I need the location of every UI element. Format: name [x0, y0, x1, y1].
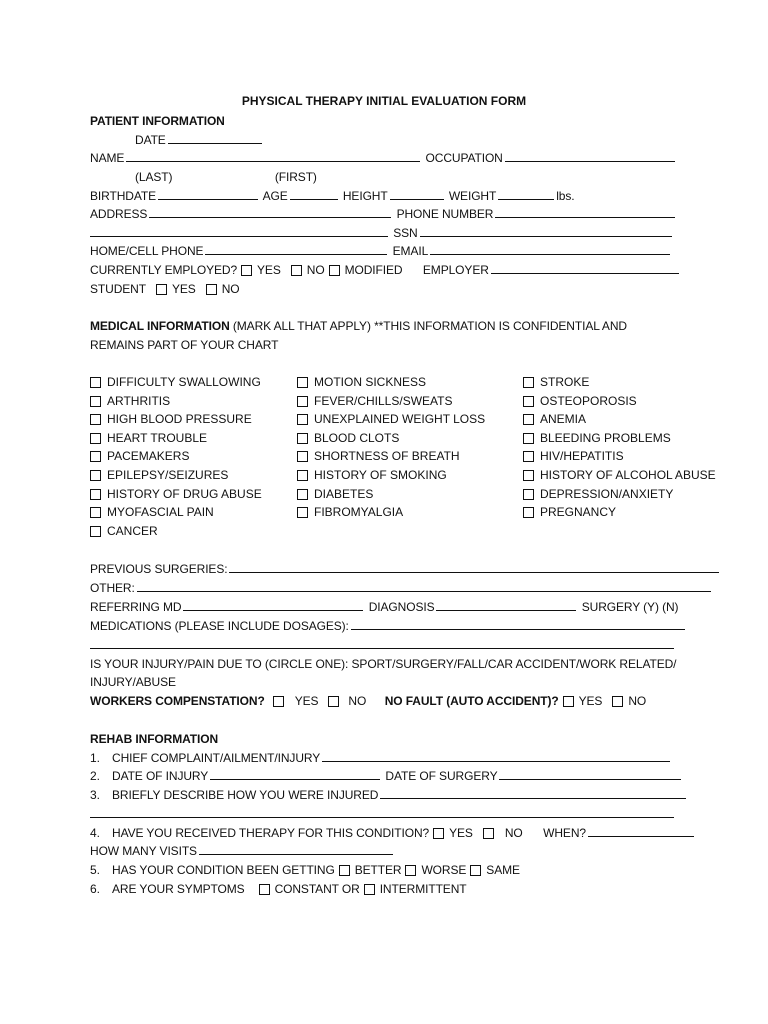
medical-item [90, 504, 214, 520]
workers-comp-label: WORKERS COMPENSTATION? [90, 694, 265, 708]
medical-info-note-1: (MARK ALL THAT APPLY) **THIS INFORMATION IS CONFIDENTIAL AND [232, 319, 627, 333]
rehab-q3-number: 3. [90, 788, 100, 802]
date-label: DATE [135, 133, 166, 147]
name-sublabels [135, 169, 317, 185]
student-no-checkbox[interactable] [206, 284, 217, 295]
age-field[interactable] [290, 188, 338, 200]
rehab-q3-label: BRIEFLY DESCRIBE HOW YOU WERE INJURED [112, 788, 379, 802]
lbs-label: lbs. [556, 189, 575, 203]
date-field[interactable] [168, 132, 262, 144]
no-fault-yes-checkbox[interactable] [563, 696, 574, 707]
rehab-q2 [90, 768, 683, 784]
rehab-q1 [90, 750, 672, 766]
worse-checkbox[interactable] [405, 865, 416, 876]
name-row [90, 150, 677, 166]
first-label: (FIRST) [274, 170, 317, 184]
address-label: ADDRESS [90, 207, 148, 221]
workers-comp-no-checkbox[interactable] [328, 696, 339, 707]
referring-md-label: REFERRING MD [90, 600, 182, 614]
rehab-q2-number: 2. [90, 769, 100, 783]
medical-item-label: OSTEOPOROSIS [540, 393, 637, 408]
medical-item [297, 374, 426, 390]
medical-item-checkbox[interactable] [90, 489, 101, 500]
weight-field[interactable] [498, 188, 554, 200]
student-yes-checkbox[interactable] [156, 284, 167, 295]
email-label: EMAIL [392, 244, 429, 258]
medical-item-label: CANCER [107, 523, 158, 538]
chief-complaint-field[interactable] [322, 750, 670, 762]
medical-item [297, 448, 460, 464]
medical-item [523, 448, 624, 464]
previous-surgeries-field[interactable] [229, 561, 719, 573]
medical-item [90, 411, 252, 427]
medical-item-checkbox[interactable] [90, 507, 101, 518]
medical-item [90, 523, 158, 539]
phone-number-label: PHONE NUMBER [396, 207, 494, 221]
medical-item [523, 411, 586, 427]
medical-item [90, 467, 228, 483]
medical-item-label: MOTION SICKNESS [314, 375, 427, 389]
medical-item-label: BLOOD CLOTS [314, 430, 400, 445]
student-yes-label: YES [171, 282, 196, 296]
rehab-q4-number: 4. [90, 826, 100, 840]
last-label: (LAST) [135, 170, 173, 184]
medical-item-checkbox[interactable] [523, 489, 534, 500]
previous-surgeries-label: PREVIOUS SURGERIES: [90, 562, 228, 576]
injury-description-field[interactable] [380, 787, 686, 799]
medical-item-checkbox[interactable] [90, 451, 101, 462]
medical-item [297, 504, 403, 520]
medical-info-row [90, 318, 627, 334]
medical-item-checkbox[interactable] [90, 377, 101, 388]
medical-item-label: HISTORY OF ALCOHOL ABUSE [540, 468, 716, 482]
therapy-yes-label: YES [449, 826, 473, 840]
no-fault-label: NO FAULT (AUTO ACCIDENT)? [384, 694, 559, 708]
student-row [90, 281, 240, 297]
medical-item-label: BLEEDING PROBLEMS [540, 430, 671, 445]
medical-item-label: HEART TROUBLE [107, 430, 208, 445]
height-field[interactable] [390, 188, 444, 200]
medical-item-label: DEPRESSION/ANXIETY [540, 486, 674, 501]
medical-item-checkbox[interactable] [297, 414, 308, 425]
medical-item-checkbox[interactable] [523, 414, 534, 425]
medical-item-label: MYOFASCIAL PAIN [107, 505, 214, 520]
rehab-heading: REHAB INFORMATION [90, 732, 219, 746]
medical-item-label: PREGNANCY [540, 505, 617, 520]
date-row [135, 132, 264, 148]
address-row [90, 206, 677, 222]
when-label: WHEN? [543, 826, 586, 840]
medical-info-heading: MEDICAL INFORMATION [90, 319, 230, 333]
medical-item-checkbox[interactable] [297, 470, 308, 481]
rehab-q5-number: 5. [90, 863, 100, 877]
form-title: PHYSICAL THERAPY INITIAL EVALUATION FORM [241, 94, 527, 108]
workers-comp-no-label: NO [348, 694, 367, 708]
name-label: NAME [90, 151, 125, 165]
occupation-label: OCCUPATION [425, 151, 503, 165]
medical-item [523, 393, 637, 409]
medical-item-label: DIFFICULTY SWALLOWING [107, 375, 261, 389]
injury-cause-line2: INJURY/ABUSE [90, 675, 176, 689]
rehab-q6 [90, 881, 467, 897]
medications-line2 [90, 637, 676, 653]
rehab-q6-number: 6. [90, 882, 100, 896]
medical-item [90, 448, 189, 464]
medical-item [297, 486, 373, 502]
injury-cause-line1: IS YOUR INJURY/PAIN DUE TO (CIRCLE ONE): SPORT/SURGERY/FALL/CAR ACCIDENT/WORK RELATED/ [90, 657, 677, 671]
medical-item [523, 486, 673, 502]
workers-comp-row [90, 693, 646, 709]
rehab-q4 [90, 825, 696, 841]
medical-item [523, 467, 716, 483]
same-label: SAME [486, 863, 520, 877]
medical-item-checkbox[interactable] [90, 470, 101, 481]
medical-item-label: EPILEPSY/SEIZURES [107, 468, 229, 482]
rehab-q3 [90, 787, 688, 803]
medical-item [523, 504, 616, 520]
home-cell-field[interactable] [205, 243, 387, 255]
medical-item-checkbox[interactable] [297, 396, 308, 407]
medical-item [90, 486, 262, 502]
patient-info-heading: PATIENT INFORMATION [90, 114, 225, 128]
medications-field-2[interactable] [90, 637, 674, 649]
medical-item-checkbox[interactable] [90, 396, 101, 407]
referring-md-field[interactable] [183, 599, 363, 611]
surgery-yn-label: SURGERY (Y) (N) [581, 600, 679, 614]
medical-item-label: ARTHRITIS [107, 393, 171, 408]
medical-item-label: FEVER/CHILLS/SWEATS [314, 393, 453, 408]
constant-label: CONSTANT [274, 882, 339, 896]
medical-item-checkbox[interactable] [297, 507, 308, 518]
other-label: OTHER: [90, 581, 135, 595]
better-checkbox[interactable] [339, 865, 350, 876]
other-field[interactable] [137, 580, 711, 592]
age-label: AGE [262, 189, 288, 203]
medical-item-label: PACEMAKERS [107, 449, 190, 464]
home-cell-label: HOME/CELL PHONE [90, 244, 204, 258]
therapy-no-label: NO [504, 826, 523, 840]
medical-item [297, 393, 452, 409]
medical-item-checkbox[interactable] [523, 396, 534, 407]
medical-item [90, 430, 207, 446]
when-field[interactable] [588, 825, 694, 837]
employed-row [90, 262, 681, 278]
employed-yes-checkbox[interactable] [241, 265, 252, 276]
birthdate-field[interactable] [158, 188, 258, 200]
workers-comp-yes-checkbox[interactable] [273, 696, 284, 707]
height-label: HEIGHT [342, 189, 388, 203]
medical-item-label: SHORTNESS OF BREATH [314, 449, 460, 464]
date-of-surgery-label: DATE OF SURGERY [385, 769, 498, 783]
employed-label: CURRENTLY EMPLOYED? [90, 263, 238, 277]
previous-surgeries-row [90, 561, 721, 577]
home-phone-row [90, 243, 672, 259]
employer-field[interactable] [491, 262, 679, 274]
medical-item-checkbox[interactable] [297, 489, 308, 500]
employer-label: EMPLOYER [422, 263, 489, 277]
medical-item-label: ANEMIA [540, 412, 587, 427]
workers-comp-yes-label: YES [294, 694, 319, 708]
medical-item-checkbox[interactable] [297, 377, 308, 388]
employed-no-label: NO [306, 263, 325, 277]
medical-item-checkbox[interactable] [90, 414, 101, 425]
name-field[interactable] [126, 150, 420, 162]
medical-item-checkbox[interactable] [297, 433, 308, 444]
constant-checkbox[interactable] [259, 884, 270, 895]
how-many-visits-label: HOW MANY VISITS [90, 844, 197, 858]
medical-item-checkbox[interactable] [523, 377, 534, 388]
ssn-field[interactable] [420, 225, 672, 237]
medical-item-checkbox[interactable] [90, 433, 101, 444]
phone-number-field[interactable] [495, 206, 675, 218]
date-of-injury-field[interactable] [210, 768, 380, 780]
medical-item-checkbox[interactable] [523, 451, 534, 462]
worse-label: WORSE [421, 863, 467, 877]
address-field[interactable] [149, 206, 391, 218]
date-of-surgery-field[interactable] [499, 768, 681, 780]
medical-item [523, 374, 589, 390]
rehab-q3-line2 [90, 806, 676, 822]
rehab-q4-label: HAVE YOU RECEIVED THERAPY FOR THIS CONDITION? [112, 826, 430, 840]
employed-no-checkbox[interactable] [291, 265, 302, 276]
or-label: OR [341, 882, 360, 896]
same-checkbox[interactable] [470, 865, 481, 876]
medical-item [90, 374, 261, 390]
no-fault-no-checkbox[interactable] [612, 696, 623, 707]
ssn-row [90, 225, 674, 241]
medical-item-label: UNEXPLAINED WEIGHT LOSS [314, 412, 486, 427]
employed-modified-checkbox[interactable] [329, 265, 340, 276]
medical-item [297, 467, 447, 483]
rehab-q5 [90, 862, 520, 878]
rehab-q5-label: HAS YOUR CONDITION BEEN GETTING [112, 863, 335, 877]
medications-row [90, 618, 687, 634]
employed-yes-label: YES [257, 263, 281, 277]
medical-item-checkbox[interactable] [523, 470, 534, 481]
address-line2-field[interactable] [90, 225, 388, 237]
birthdate-label: BIRTHDATE [90, 189, 156, 203]
medical-item-checkbox[interactable] [523, 507, 534, 518]
occupation-field[interactable] [505, 150, 675, 162]
medical-item-label: FIBROMYALGIA [314, 505, 404, 520]
medical-item [523, 430, 671, 446]
medical-item-checkbox[interactable] [297, 451, 308, 462]
intermittent-checkbox[interactable] [364, 884, 375, 895]
injury-description-field-2[interactable] [90, 806, 674, 818]
better-label: BETTER [354, 863, 402, 877]
medical-item [90, 393, 170, 409]
employed-modified-label: MODIFIED [344, 263, 403, 277]
medical-item [297, 411, 485, 427]
ssn-label: SSN [393, 226, 418, 240]
weight-label: WEIGHT [448, 189, 497, 203]
medical-item-label: STROKE [540, 375, 590, 389]
medical-item-label: HISTORY OF DRUG ABUSE [107, 486, 262, 501]
no-fault-no-label: NO [628, 694, 647, 708]
therapy-no-checkbox[interactable] [483, 828, 494, 839]
medications-field[interactable] [351, 618, 685, 630]
date-of-injury-label: DATE OF INJURY [112, 769, 209, 783]
birthdate-row [90, 188, 575, 204]
medical-item-checkbox[interactable] [90, 526, 101, 537]
rehab-q1-number: 1. [90, 751, 100, 765]
intermittent-label: INTERMITTENT [379, 882, 467, 896]
medications-label: MEDICATIONS (PLEASE INCLUDE DOSAGES): [90, 619, 349, 633]
email-field[interactable] [430, 243, 670, 255]
other-row [90, 580, 713, 596]
student-label: STUDENT [90, 282, 146, 296]
medical-item-label: HIGH BLOOD PRESSURE [107, 412, 252, 427]
medical-item-checkbox[interactable] [523, 433, 534, 444]
rehab-q6-label: ARE YOUR SYMPTOMS [112, 882, 245, 896]
no-fault-yes-label: YES [578, 694, 603, 708]
medical-item-label: DIABETES [314, 486, 374, 501]
rehab-q1-label: CHIEF COMPLAINT/AILMENT/INJURY [112, 751, 321, 765]
how-many-visits-row [90, 843, 395, 859]
medical-info-note-2: REMAINS PART OF YOUR CHART [90, 338, 279, 352]
medical-item-label: HIV/HEPATITIS [540, 449, 624, 464]
diagnosis-label: DIAGNOSIS [368, 600, 435, 614]
how-many-visits-field[interactable] [199, 843, 393, 855]
diagnosis-field[interactable] [436, 599, 576, 611]
referring-row [90, 599, 678, 615]
medical-item-label: HISTORY OF SMOKING [314, 468, 447, 482]
therapy-yes-checkbox[interactable] [433, 828, 444, 839]
medical-item [297, 430, 399, 446]
student-no-label: NO [221, 282, 240, 296]
